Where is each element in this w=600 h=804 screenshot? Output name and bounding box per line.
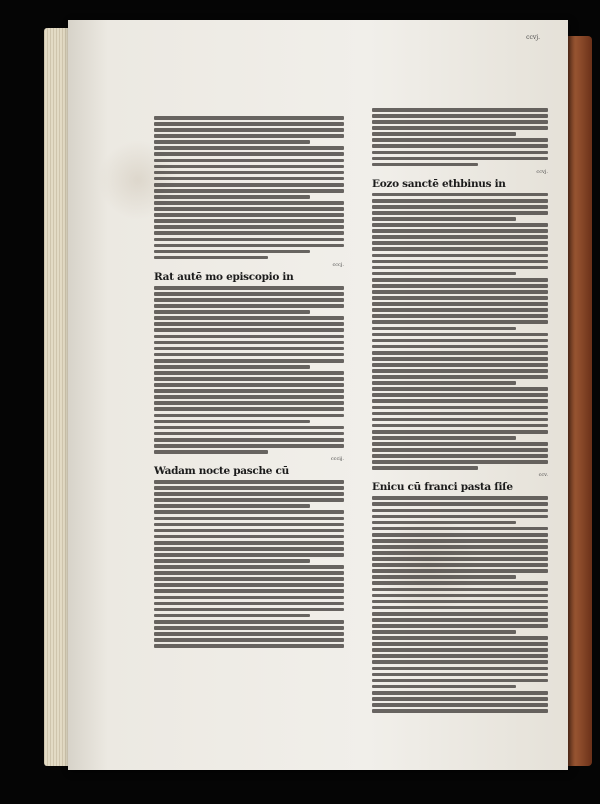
text-line — [372, 691, 548, 695]
text-line — [372, 551, 548, 555]
left-text-column — [154, 116, 344, 650]
text-line — [154, 395, 344, 399]
text-line — [154, 256, 268, 260]
text-line — [154, 626, 344, 630]
text-line — [372, 205, 548, 209]
text-line — [372, 569, 548, 573]
text-line — [372, 108, 548, 112]
text-line — [372, 600, 548, 604]
text-line — [372, 126, 548, 130]
text-line — [372, 314, 548, 318]
text-line — [372, 575, 516, 579]
text-block — [372, 496, 548, 712]
text-line — [372, 502, 548, 506]
text-line — [154, 316, 344, 320]
text-line — [154, 128, 344, 132]
text-block — [154, 286, 344, 454]
text-line — [372, 466, 478, 470]
text-line — [372, 339, 548, 343]
text-line — [372, 430, 548, 434]
text-line — [372, 193, 548, 197]
text-line — [154, 565, 344, 569]
text-line — [154, 407, 344, 411]
text-line — [372, 399, 548, 403]
text-line — [154, 589, 344, 593]
text-line — [154, 298, 344, 302]
text-line — [372, 588, 548, 592]
text-line — [372, 260, 548, 264]
text-line — [154, 553, 344, 557]
text-line — [154, 238, 344, 242]
text-line — [154, 535, 344, 539]
text-line — [372, 642, 548, 646]
text-line — [154, 420, 310, 424]
text-line — [372, 235, 548, 239]
page-edges — [44, 28, 68, 766]
section-heading: Rat autē mo episcopio in — [154, 270, 294, 283]
text-line — [154, 529, 344, 533]
text-block — [154, 480, 344, 648]
text-line — [372, 272, 516, 276]
text-line — [372, 436, 516, 440]
text-line — [372, 697, 548, 701]
text-line — [154, 571, 344, 575]
text-line — [372, 296, 548, 300]
text-line — [154, 541, 344, 545]
text-line — [154, 116, 344, 120]
text-line — [372, 660, 548, 664]
text-line — [372, 247, 548, 251]
text-line — [154, 426, 344, 430]
text-line — [154, 620, 344, 624]
text-line — [372, 308, 548, 312]
text-line — [154, 213, 344, 217]
text-line — [372, 254, 548, 258]
text-line — [154, 347, 344, 351]
text-line — [372, 594, 548, 598]
text-line — [154, 286, 344, 290]
text-line — [154, 438, 344, 442]
text-line — [372, 618, 548, 622]
text-line — [372, 667, 548, 671]
text-line — [372, 654, 548, 658]
section-heading: Wadam nocte pasche cū — [154, 465, 289, 478]
text-line — [154, 517, 344, 521]
text-line — [372, 387, 548, 391]
text-line — [154, 322, 344, 326]
text-line — [154, 353, 344, 357]
text-line — [372, 448, 548, 452]
text-line — [154, 596, 344, 600]
text-line — [154, 602, 344, 606]
text-line — [372, 515, 548, 519]
text-line — [372, 557, 548, 561]
text-line — [154, 140, 310, 144]
text-line — [154, 201, 344, 205]
text-line — [372, 527, 548, 531]
text-line — [154, 304, 344, 308]
text-line — [372, 144, 548, 148]
text-line — [372, 290, 548, 294]
text-line — [372, 381, 516, 385]
text-line — [154, 638, 344, 642]
text-line — [372, 199, 548, 203]
text-line — [372, 241, 548, 245]
section-heading: Enicu cū franci pasta ſiſe — [372, 481, 513, 494]
book — [44, 20, 592, 782]
text-line — [154, 341, 344, 345]
text-line — [372, 363, 548, 367]
text-line — [372, 406, 548, 410]
text-line — [372, 454, 548, 458]
text-line — [154, 510, 344, 514]
text-line — [372, 521, 516, 525]
text-line — [372, 648, 548, 652]
text-line — [154, 583, 344, 587]
text-line — [154, 310, 310, 314]
margin-note: ccv. — [538, 472, 548, 479]
text-line — [372, 442, 548, 446]
text-line — [154, 219, 344, 223]
text-line — [372, 345, 548, 349]
text-line — [372, 132, 516, 136]
text-line — [372, 375, 548, 379]
text-line — [154, 450, 268, 454]
text-line — [372, 703, 548, 707]
margin-note: cccij. — [330, 456, 344, 463]
text-block — [372, 193, 548, 470]
text-line — [372, 509, 548, 513]
text-line — [154, 146, 344, 150]
text-line — [372, 217, 516, 221]
text-line — [372, 545, 548, 549]
text-line — [372, 424, 548, 428]
text-line — [154, 486, 344, 490]
text-line — [372, 151, 548, 155]
text-line — [372, 266, 548, 270]
section-heading: Eozo sanctē ethbinus in — [372, 177, 506, 190]
text-line — [154, 359, 344, 363]
text-line — [372, 163, 478, 167]
text-line — [154, 159, 344, 163]
text-line — [372, 673, 548, 677]
text-line — [154, 231, 344, 235]
text-line — [154, 183, 344, 187]
text-line — [372, 223, 548, 227]
text-line — [154, 608, 344, 612]
text-line — [372, 369, 548, 373]
text-line — [154, 614, 310, 618]
text-line — [154, 644, 344, 648]
text-line — [154, 328, 344, 332]
text-line — [372, 278, 548, 282]
text-line — [372, 320, 548, 324]
text-line — [154, 389, 344, 393]
text-line — [154, 504, 310, 508]
text-line — [372, 624, 548, 628]
text-line — [154, 134, 344, 138]
margin-note: ccvj. — [536, 168, 548, 175]
text-line — [154, 523, 344, 527]
right-text-column — [372, 108, 548, 715]
text-line — [372, 357, 548, 361]
text-line — [154, 244, 344, 248]
text-line — [372, 418, 548, 422]
text-line — [372, 412, 548, 416]
text-block — [372, 108, 548, 166]
text-line — [154, 371, 344, 375]
text-line — [154, 632, 344, 636]
text-line — [372, 284, 548, 288]
text-line — [154, 207, 344, 211]
text-line — [154, 365, 310, 369]
text-line — [372, 120, 548, 124]
text-line — [154, 492, 344, 496]
text-line — [154, 401, 344, 405]
margin-note: cccj. — [332, 261, 344, 268]
text-line — [372, 114, 548, 118]
text-line — [372, 157, 548, 161]
text-line — [372, 460, 548, 464]
text-line — [372, 393, 548, 397]
text-line — [372, 138, 548, 142]
text-line — [372, 679, 548, 683]
text-line — [154, 152, 344, 156]
text-line — [154, 559, 310, 563]
text-line — [154, 432, 344, 436]
text-line — [372, 211, 548, 215]
text-line — [372, 351, 548, 355]
text-line — [154, 165, 344, 169]
text-line — [154, 292, 344, 296]
page-signature: ccvj. — [526, 34, 540, 41]
text-line — [372, 496, 548, 500]
text-line — [154, 498, 344, 502]
text-line — [372, 327, 516, 331]
text-line — [154, 195, 310, 199]
text-line — [154, 377, 344, 381]
text-line — [372, 581, 548, 585]
text-line — [154, 250, 310, 254]
text-line — [372, 229, 548, 233]
text-line — [154, 480, 344, 484]
text-line — [372, 606, 548, 610]
book-cover-edge — [564, 36, 592, 766]
text-line — [372, 539, 548, 543]
text-line — [154, 171, 344, 175]
text-line — [372, 563, 548, 567]
text-line — [154, 189, 344, 193]
text-line — [154, 414, 344, 418]
text-line — [154, 444, 344, 448]
text-line — [154, 122, 344, 126]
text-line — [372, 533, 548, 537]
text-line — [372, 636, 548, 640]
text-block — [154, 116, 344, 259]
text-line — [154, 335, 344, 339]
text-line — [154, 547, 344, 551]
text-line — [372, 333, 548, 337]
text-line — [372, 685, 516, 689]
text-line — [372, 302, 548, 306]
text-line — [372, 709, 548, 713]
text-line — [154, 177, 344, 181]
text-line — [372, 630, 516, 634]
text-line — [154, 225, 344, 229]
text-line — [154, 383, 344, 387]
text-line — [154, 577, 344, 581]
text-line — [372, 612, 548, 616]
